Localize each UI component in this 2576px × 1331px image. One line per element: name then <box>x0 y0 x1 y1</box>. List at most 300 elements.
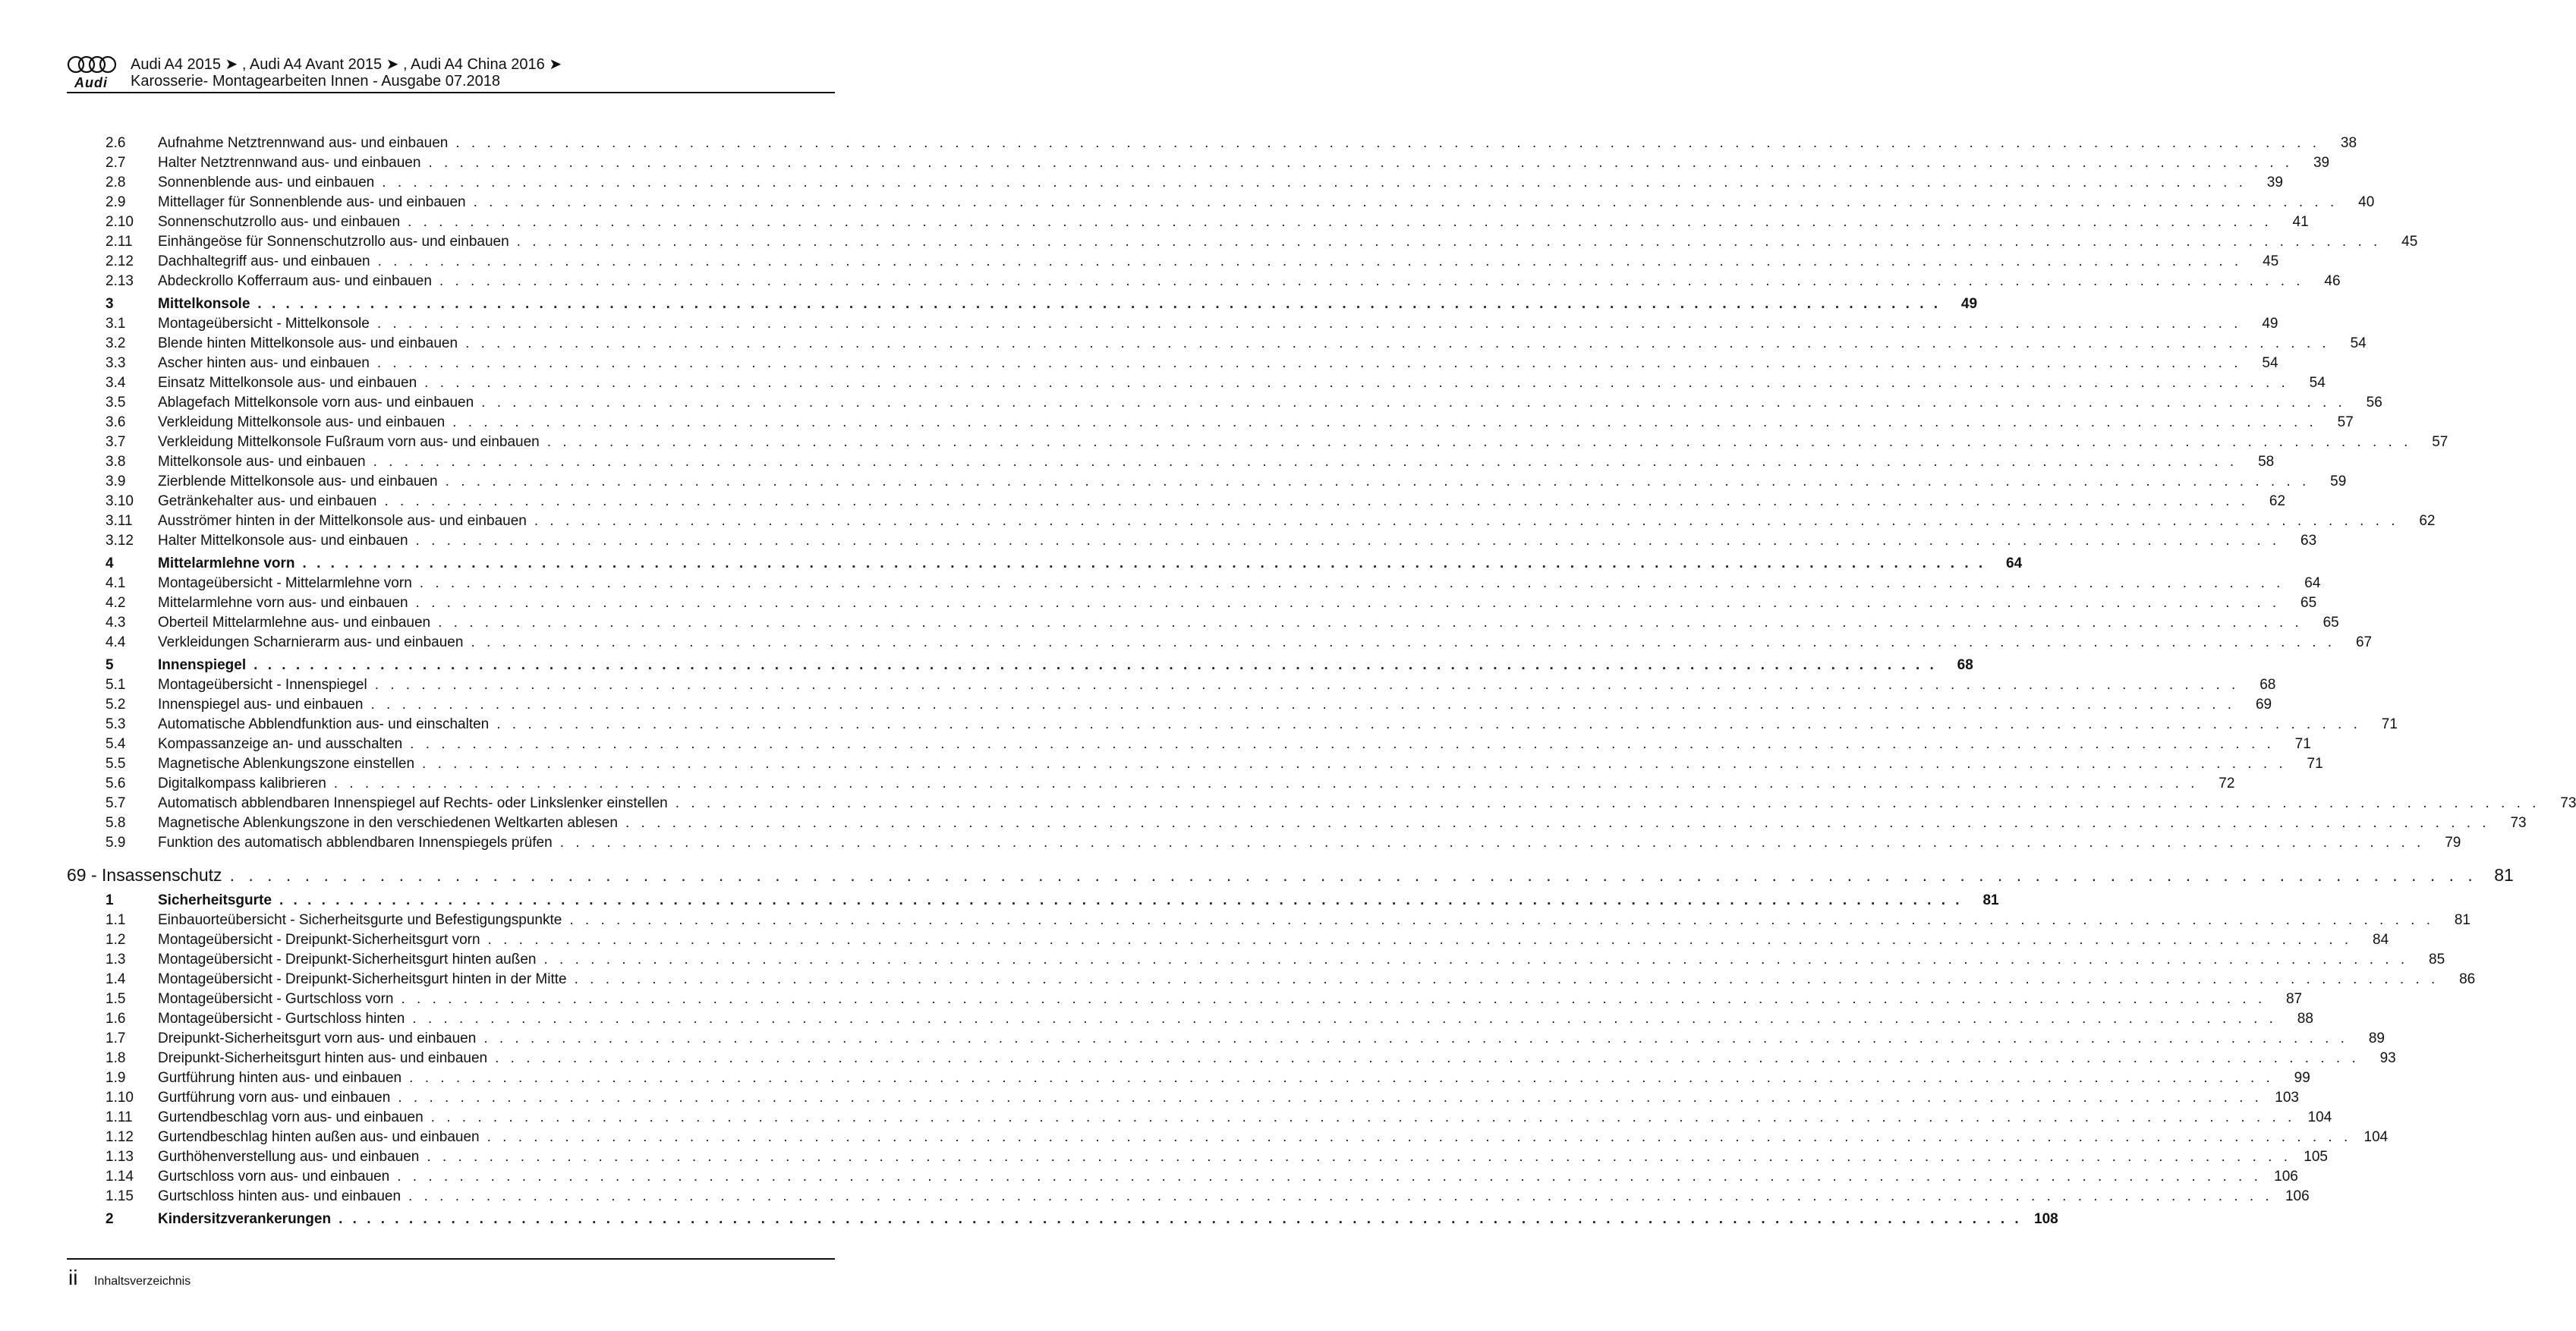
toc-entry-number: 4.2 <box>105 595 126 611</box>
toc-entry-line <box>158 990 2303 1009</box>
toc-entry-title: Montageübersicht - Mittelkonsole <box>158 316 370 332</box>
toc-entry-page: 86 <box>2459 971 2476 987</box>
toc-entry-line <box>158 272 2341 291</box>
toc-entry-number: 3.2 <box>105 335 126 351</box>
audi-wordmark: Audi <box>74 75 108 90</box>
dot-leader: . . . . . . . . . . . . . . . . . . . . . . . . . . . . . . . . . . . . . . . . . . . . . . . . . . . . . . . . . . . . . . . . . . . . . . . . . . . . . . . . . . . . . . . . . . . . . . . . . . . . . . . . . . . . . . . . . . . . . . . . <box>333 776 2199 791</box>
page-header <box>67 53 835 93</box>
toc-chapter[interactable] <box>67 294 1978 314</box>
toc-entry-number: 5.6 <box>105 776 126 791</box>
dot-leader: . . . . . . . . . . . . . . . . . . . . . . . . . . . . . . . . . . . . . . . . . . . . . . . . . . . . . . . . . . . . . . . . . . . . . . . . . . . . . . . . . . . . . . . . . . . . . . . . . . . . . . . . . . . . . . . . . . . . . . . . <box>419 575 2285 591</box>
toc-chapter[interactable] <box>67 554 2023 574</box>
toc-entry-page: 89 <box>2368 1031 2385 1046</box>
dot-leader: . . . . . . . . . . . . . . . . . . . . . . . . . . . . . . . . . . . . . . . . . . . . . . . . . . . . . . . . . . . . . . . . . . . . . . . . . . . . . . . . . . . . . . . . . . . . . . . . . . . . . . . . . . . . . . . . . . . . . . . . <box>495 1050 2360 1066</box>
toc-section[interactable] <box>67 862 2514 888</box>
toc-entry-number: 1.12 <box>105 1129 134 1145</box>
toc-entry[interactable] <box>67 675 2276 695</box>
toc-entry[interactable] <box>67 1167 2298 1187</box>
dot-leader: . . . . . . . . . . . . . . . . . . . . . . . . . . . . . . . . . . . . . . . . . . . . . . . . . . . . . . . . . . . . . . . . . . . . . . . . . . . . . . . . . . . . . . . . . . . . . . . . . . . . . . . . . . . . . . . . . . . . . . . . <box>471 634 2336 650</box>
toc-entry-line <box>158 813 2527 833</box>
toc-entry-page: 73 <box>2560 795 2576 811</box>
toc-entry-number: 3.6 <box>105 414 126 430</box>
toc-entry-line <box>158 212 2309 232</box>
toc-entry-number: 5 <box>105 657 114 673</box>
toc-entry-title: Ausströmer hinten in der Mittelkonsole aus- und einbauen <box>158 513 527 529</box>
toc-entry[interactable] <box>67 930 2389 950</box>
toc-entry-page: 54 <box>2309 375 2326 391</box>
toc-entry-number: 5.2 <box>105 697 126 713</box>
dot-leader: . . . . . . . . . . . . . . . . . . . . . . . . . . . . . . . . . . . . . . . . . . . . . . . . . . . . . . . . . . . . . . . . . . . . . . . . . . . . . . . . . . . . . . . . . . . . . . . . . . . . . . . . . . . . . . . . . . . . . . . . <box>229 865 2477 885</box>
toc-entry-page: 72 <box>2219 776 2235 791</box>
toc-entry-number: 1.14 <box>105 1169 134 1185</box>
toc-entry-title: Blende hinten Mittelkonsole aus- und einbauen <box>158 335 458 351</box>
toc-entry-title: Gurtschloss vorn aus- und einbauen <box>158 1169 390 1185</box>
toc-entry-page: 104 <box>2363 1129 2389 1145</box>
toc-entry-page: 81 <box>1982 892 1999 908</box>
toc-entry-line <box>158 930 2389 950</box>
toc-entry[interactable] <box>67 593 2317 613</box>
toc-entry[interactable] <box>67 613 2339 633</box>
toc-entry-page: 49 <box>1960 296 1978 312</box>
dot-leader: . . . . . . . . . . . . . . . . . . . . . . . . . . . . . . . . . . . . . . . . . . . . . . . . . . . . . . . . . . . . . . . . . . . . . . . . . . . . . . . . . . . . . . . . . . . . . . . . . . . . . . . . . . . . . . . . . . . . . . . . <box>675 795 2540 811</box>
toc-entry-line <box>158 554 2023 574</box>
toc-entry[interactable] <box>67 1009 2313 1029</box>
toc-entry-line <box>158 1108 2332 1128</box>
toc-entry[interactable] <box>67 511 2436 531</box>
dot-leader: . . . . . . . . . . . . . . . . . . . . . . . . . . . . . . . . . . . . . . . . . . . . . . . . . . . . . . . . . . . . . . . . . . . . . . . . . . . . . . . . . . . . . . . . . . . . . . . . . . . . . . . . . . . . . . . . . . . . . . . . <box>374 677 2240 693</box>
toc-entry-line <box>67 862 2514 888</box>
toc-entry-page: 57 <box>2432 434 2448 450</box>
toc-entry-page: 46 <box>2324 273 2341 289</box>
toc-entry-page: 106 <box>2274 1169 2298 1185</box>
toc-entry-line <box>158 1187 2310 1207</box>
toc-entry-number: 1.9 <box>105 1070 126 1086</box>
dot-leader: . . . . . . . . . . . . . . . . . . . . . . . . . . . . . . . . . . . . . . . . . . . . . . . . . . . . . . . . . . . . . . . . . . . . . . . . . . . . . . . . . . . . . . . . . . . . . . . . . . . . . . . . . . . . . . . . . . . . . . . . <box>496 716 2361 732</box>
toc-entry[interactable] <box>67 735 2311 754</box>
toc-entry-line <box>158 715 2398 735</box>
toc-entry[interactable] <box>67 1187 2310 1207</box>
toc-entry-title: Magnetische Ablenkungszone einstellen <box>158 756 415 772</box>
toc-entry-page: 58 <box>2258 454 2275 470</box>
toc-entry[interactable] <box>67 813 2527 833</box>
toc-entry-title: Kompassanzeige an- und ausschalten <box>158 736 403 752</box>
toc-entry-number: 3.10 <box>105 493 134 509</box>
toc-entry[interactable] <box>67 1147 2328 1167</box>
toc-entry-title: Montageübersicht - Dreipunkt-Sicherheitsgurt hinten außen <box>158 952 537 968</box>
header-rule <box>67 92 835 93</box>
toc-entry[interactable] <box>67 754 2323 774</box>
toc-entry-page: 63 <box>2300 533 2317 549</box>
toc-entry-line <box>158 1147 2328 1167</box>
dot-leader: . . . . . . . . . . . . . . . . . . . . . . . . . . . . . . . . . . . . . . . . . . . . . . . . . . . . . . . . . . . . . . . . . . . . . . . . . . . . . . . . . . . . . . . . . . . . . . . . . . . . . . . . . . . . . . . . . . . . . . . . <box>401 991 2266 1007</box>
toc-entry-line <box>158 393 2382 413</box>
toc-entry-title: Zierblende Mittelkonsole aus- und einbauen <box>158 474 438 489</box>
toc-entry-number: 1.8 <box>105 1050 126 1066</box>
toc-entry-number: 5.1 <box>105 677 126 693</box>
toc-entry[interactable] <box>67 1088 2299 1108</box>
toc-entry-title: Gurtführung hinten aus- und einbauen <box>158 1070 402 1086</box>
toc-entry-title: Sonnenblende aus- und einbauen <box>158 175 375 190</box>
toc-entry-line <box>158 794 2576 813</box>
toc-entry[interactable] <box>67 492 2286 511</box>
toc-entry-title: Gurthöhenverstellung aus- und einbauen <box>158 1149 420 1165</box>
toc-entry-number: 5.4 <box>105 736 126 752</box>
toc-entry-title: Mittellager für Sonnenblende aus- und einbauen <box>158 194 466 210</box>
toc-entry[interactable] <box>67 695 2272 715</box>
dot-leader: . . . . . . . . . . . . . . . . . . . . . . . . . . . . . . . . . . . . . . . . . . . . . . . . . . . . . . . . . . . . . . . . . . . . . . . . . . . . . . . . . . . . . . . . . . . . . . . . . . . . . . . . . . . . . . . . . . . . . . . . <box>455 135 2321 151</box>
toc-entry-line <box>158 695 2272 715</box>
toc-entry-number: 3.4 <box>105 375 126 391</box>
toc-entry[interactable] <box>67 950 2445 970</box>
toc-entry-title: Automatisch abblendbaren Innenspiegel auf Rechts- oder Linkslenker einstellen <box>158 795 668 811</box>
toc-entry-page: 49 <box>2262 316 2278 332</box>
dot-leader: . . . . . . . . . . . . . . . . . . . . . . . . . . . . . . . . . . . . . . . . . . . . . . . . . . . . . . . . . . . . . . . . . . . . . . . . . . . . . . . . . . . . . . . . . . . . . . . . . . . . . . . . . . . . . . . . . . . . . . . . <box>382 175 2247 190</box>
toc-entry-title: Abdeckrollo Kofferraum aus- und einbauen <box>158 273 432 289</box>
dot-leader: . . . . . . . . . . . . . . . . . . . . . . . . . . . . . . . . . . . . . . . . . . . . . . . . . . . . . . . . . . . . . . . . . . . . . . . . . . . . . . . . . . . . . . . . . . . . . . . . . . . . . . . . . . . . . . . . . . . . . . . . <box>445 474 2310 489</box>
toc-entry-number: 1.13 <box>105 1149 134 1165</box>
toc-entry[interactable] <box>67 1049 2396 1068</box>
toc-entry-page: 108 <box>2034 1211 2058 1227</box>
toc-entry[interactable] <box>67 970 2476 990</box>
toc-entry-page: 81 <box>2494 865 2514 885</box>
toc-entry-page: 54 <box>2262 355 2278 371</box>
toc-entry-page: 73 <box>2510 815 2527 831</box>
toc-entry[interactable] <box>67 1029 2385 1049</box>
toc-entry-number: 3.7 <box>105 434 126 450</box>
toc-entry[interactable] <box>67 574 2321 593</box>
toc-entry-page: 71 <box>2294 736 2311 752</box>
toc-entry-number: 2.7 <box>105 155 126 171</box>
toc-entry[interactable] <box>67 153 2330 173</box>
toc-entry[interactable] <box>67 794 2576 813</box>
toc-entry[interactable] <box>67 1108 2332 1128</box>
toc-entry-number: 3.9 <box>105 474 126 489</box>
toc-entry-title: Dreipunkt-Sicherheitsgurt vorn aus- und einbauen <box>158 1031 477 1046</box>
toc-entry-title: Halter Netztrennwand aus- und einbauen <box>158 155 421 171</box>
toc-entry-title: Funktion des automatisch abblendbaren Innenspiegels prüfen <box>158 835 553 851</box>
toc-entry-title: Verkleidungen Scharnierarm aus- und einbauen <box>158 634 464 650</box>
dot-leader: . . . . . . . . . . . . . . . . . . . . . . . . . . . . . . . . . . . . . . . . . . . . . . . . . . . . . . . . . . . . . . . . . . . . . . . . . . . . . . . . . . . . . . . . . . . . . . . . . . . . . . . . . . . . . . . . . . . . . . . . <box>428 155 2294 171</box>
dot-leader: . . . . . . . . . . . . . . . . . . . . . . . . . . . . . . . . . . . . . . . . . . . . . . . . . . . . . . . . . . . . . . . . . . . . . . . . . . . . . . . . . . . . . . . . . . . . . . . . . . . . . . . . . . . . . . . . . . . . . . . . <box>516 234 2382 250</box>
toc-entry-line <box>158 193 2375 212</box>
toc-entry-page: 39 <box>2313 155 2330 171</box>
dot-leader: . . . . . . . . . . . . . . . . . . . . . . . . . . . . . . . . . . . . . . . . . . . . . . . . . . . . . . . . . . . . . . . . . . . . . . . . . . . . . . . . . . . . . . . . . . . . . . . . . . . . . . . . . . . . . . . . . . . . . . . . <box>559 835 2425 851</box>
toc-entry-page: 69 <box>2255 697 2272 713</box>
toc-entry-number: 2.10 <box>105 214 134 230</box>
toc-entry-title: Montageübersicht - Gurtschloss hinten <box>158 1011 405 1027</box>
toc-entry[interactable] <box>67 633 2373 653</box>
dot-leader: . . . . . . . . . . . . . . . . . . . . . . . . . . . . . . . . . . . . . . . . . . . . . . . . . . . . . . . . . . . . . . . . . . . . . . . . . . . . . . . . . . . . . . . . . . . . . . . . . . . . . . . . . . . . . . . . . . . . . . . . <box>473 194 2338 210</box>
toc-entry-number: 2 <box>105 1211 114 1227</box>
toc-entry-number: 2.13 <box>105 273 134 289</box>
toc-entry[interactable] <box>67 833 2461 853</box>
dot-leader: . . . . . . . . . . . . . . . . . . . . . . . . . . . . . . . . . . . . . . . . . . . . . . . . . . . . . . . . . . . . . . . . . . . . . . . . . . . . . . . . . . . . . . . . . . . . . . . . . . . . . . . . . . . . . . . . . . . . . . . . <box>412 1011 2277 1027</box>
toc-entry-line <box>158 833 2461 853</box>
toc-entry-line <box>158 153 2330 173</box>
toc-entry-page: 65 <box>2300 595 2317 611</box>
toc-entry-page: 56 <box>2366 395 2382 411</box>
toc-entry-page: 40 <box>2358 194 2375 210</box>
toc-entry-line <box>158 1128 2389 1147</box>
toc-entry-line <box>158 134 2357 153</box>
toc-entry-line <box>158 911 2471 930</box>
dot-leader: . . . . . . . . . . . . . . . . . . . . . . . . . . . . . . . . . . . . . . . . . . . . . . . . . . . . . . . . . . . . . . . . . . . . . . . . . . . . . . . . . . . . . . . . . . . . . . . . . . . . . . . . . . . . . . . . . . . . . . . . <box>546 434 2412 450</box>
dot-leader: . . . . . . . . . . . . . . . . . . . . . . . . . . . . . . . . . . . . . . . . . . . . . . . . . . . . . . . . . . . . . . . . . . . . . . . . . . . . . . . . . . . . . . . . . . . . . . . . . . . . . . . . . . . . . . . . . . . . . . . . <box>302 555 1986 571</box>
toc-entry-line <box>158 314 2278 334</box>
toc-entry-line <box>158 950 2445 970</box>
dot-leader: . . . . . . . . . . . . . . . . . . . . . . . . . . . . . . . . . . . . . . . . . . . . . . . . . . . . . . . . . . . . . . . . . . . . . . . . . . . . . . . . . . . . . . . . . . . . . . . . . . . . . . . . . . . . . . . . . . . . . . . . <box>543 952 2409 968</box>
footer-rule <box>67 1258 835 1260</box>
toc-entry-number: 1.7 <box>105 1031 126 1046</box>
toc-entry-number: 5.5 <box>105 756 126 772</box>
toc-entry-line <box>158 754 2323 774</box>
toc-entry-number: 1.3 <box>105 952 126 968</box>
toc-entry-title: Aufnahme Netztrennwand aus- und einbauen <box>158 135 449 151</box>
toc-entry-page: 106 <box>2285 1188 2310 1204</box>
toc-entry-line <box>158 1088 2299 1108</box>
toc-entry-line <box>158 232 2418 252</box>
dot-leader: . . . . . . . . . . . . . . . . . . . . . . . . . . . . . . . . . . . . . . . . . . . . . . . . . . . . . . . . . . . . . . . . . . . . . . . . . . . . . . . . . . . . . . . . . . . . . . . . . . . . . . . . . . . . . . . . . . . . . . . . <box>625 815 2490 831</box>
toc-entry-title: Mittelarmlehne vorn aus- und einbauen <box>158 595 408 611</box>
dot-leader: . . . . . . . . . . . . . . . . . . . . . . . . . . . . . . . . . . . . . . . . . . . . . . . . . . . . . . . . . . . . . . . . . . . . . . . . . . . . . . . . . . . . . . . . . . . . . . . . . . . . . . . . . . . . . . . . . . . . . . . . <box>257 296 1941 312</box>
toc-entry-title: Ascher hinten aus- und einbauen <box>158 355 370 371</box>
dot-leader: . . . . . . . . . . . . . . . . . . . . . . . . . . . . . . . . . . . . . . . . . . . . . . . . . . . . . . . . . . . . . . . . . . . . . . . . . . . . . . . . . . . . . . . . . . . . . . . . . . . . . . . . . . . . . . . . . . . . . . . . <box>481 395 2346 411</box>
toc-entry[interactable] <box>67 1128 2389 1147</box>
toc-entry-number: 1.5 <box>105 991 126 1007</box>
dot-leader: . . . . . . . . . . . . . . . . . . . . . . . . . . . . . . . . . . . . . . . . . . . . . . . . . . . . . . . . . . . . . . . . . . . . . . . . . . . . . . . . . . . . . . . . . . . . . . . . . . . . . . . . . . . . . . . . . . . . . . . . <box>415 533 2281 549</box>
dot-leader: . . . . . . . . . . . . . . . . . . . . . . . . . . . . . . . . . . . . . . . . . . . . . . . . . . . . . . . . . . . . . . . . . . . . . . . . . . . . . . . . . . . . . . . . . . . . . . . . . . . . . . . . . . . . . . . . . . . . . . . . <box>408 214 2272 230</box>
toc-entry-title: Verkleidung Mittelkonsole aus- und einbauen <box>158 414 446 430</box>
dot-leader: . . . . . . . . . . . . . . . . . . . . . . . . . . . . . . . . . . . . . . . . . . . . . . . . . . . . . . . . . . . . . . . . . . . . . . . . . . . . . . . . . . . . . . . . . . . . . . . . . . . . . . . . . . . . . . . . . . . . . . . . <box>483 1031 2348 1046</box>
audi-logo <box>67 53 121 91</box>
dot-leader: . . . . . . . . . . . . . . . . . . . . . . . . . . . . . . . . . . . . . . . . . . . . . . . . . . . . . . . . . . . . . . . . . . . . . . . . . . . . . . . . . . . . . . . . . . . . . . . . . . . . . . . . . . . . . . . . . . . . . . . . <box>465 335 2330 351</box>
toc-entry-number: 1.2 <box>105 932 126 948</box>
toc-entry-line <box>158 173 2283 193</box>
toc-entry-title: Einsatz Mittelkonsole aus- und einbauen <box>158 375 417 391</box>
toc-entry[interactable] <box>67 452 2275 472</box>
toc-entry-title: Automatische Abblendfunktion aus- und einschalten <box>158 716 490 732</box>
dot-leader: . . . . . . . . . . . . . . . . . . . . . . . . . . . . . . . . . . . . . . . . . . . . . . . . . . . . . . . . . . . . . . . . . . . . . . . . . . . . . . . . . . . . . . . . . . . . . . . . . . . . . . . . . . . . . . . . . . . . . . . . <box>427 1149 2291 1165</box>
toc-entry-page: 84 <box>2373 932 2389 948</box>
toc-entry-title: Innenspiegel aus- und einbauen <box>158 697 364 713</box>
toc-entry[interactable] <box>67 173 2283 193</box>
toc-entry-title: Gurtendbeschlag vorn aus- und einbauen <box>158 1109 424 1125</box>
toc-entry-title: Montageübersicht - Dreipunkt-Sicherheitsgurt hinten in der Mitte <box>158 971 567 987</box>
toc-entry-line <box>158 633 2373 653</box>
toc-entry-page: 57 <box>2337 414 2354 430</box>
toc-entry-title: Gurtführung vorn aus- und einbauen <box>158 1090 391 1106</box>
toc-entry[interactable] <box>67 433 2448 452</box>
toc-entry-title: Magnetische Ablenkungszone in den verschiedenen Weltkarten ablesen <box>158 815 618 831</box>
toc-entry-number: 1.4 <box>105 971 126 987</box>
toc-chapter[interactable] <box>67 1210 2058 1229</box>
toc-entry[interactable] <box>67 334 2367 354</box>
dot-leader: . . . . . . . . . . . . . . . . . . . . . . . . . . . . . . . . . . . . . . . . . . . . . . . . . . . . . . . . . . . . . . . . . . . . . . . . . . . . . . . . . . . . . . . . . . . . . . . . . . . . . . . . . . . . . . . . . . . . . . . . <box>373 454 2238 470</box>
toc-entry-line <box>158 774 2235 794</box>
toc-entry-line <box>158 593 2317 613</box>
toc-entry-line <box>158 1167 2298 1187</box>
dot-leader: . . . . . . . . . . . . . . . . . . . . . . . . . . . . . . . . . . . . . . . . . . . . . . . . . . . . . . . . . . . . . . . . . . . . . . . . . . . . . . . . . . . . . . . . . . . . . . . . . . . . . . . . . . . . . . . . . . . . . . . . <box>415 595 2281 611</box>
dot-leader: . . . . . . . . . . . . . . . . . . . . . . . . . . . . . . . . . . . . . . . . . . . . . . . . . . . . . . . . . . . . . . . . . . . . . . . . . . . . . . . . . . . . . . . . . . . . . . . . . . . . . . . . . . . . . . . . . . . . . . . . <box>487 1129 2352 1145</box>
toc-entry-page: 105 <box>2304 1149 2328 1165</box>
toc-entry-line <box>158 492 2286 511</box>
toc-entry-page: 71 <box>2381 716 2398 732</box>
toc-entry-title: Dreipunkt-Sicherheitsgurt hinten aus- und einbauen <box>158 1050 488 1066</box>
toc-entry[interactable] <box>67 232 2418 252</box>
toc-entry-page: 45 <box>2401 234 2418 250</box>
toc-entry-page: 99 <box>2294 1070 2310 1086</box>
toc-entry-page: 79 <box>2445 835 2461 851</box>
toc-entry-number: 5.7 <box>105 795 126 811</box>
dot-leader: . . . . . . . . . . . . . . . . . . . . . . . . . . . . . . . . . . . . . . . . . . . . . . . . . . . . . . . . . . . . . . . . . . . . . . . . . . . . . . . . . . . . . . . . . . . . . . . . . . . . . . . . . . . . . . . . . . . . . . . . <box>377 253 2243 269</box>
header-models: Audi A4 2015 ➤ , Audi A4 Avant 2015 ➤ , Audi A4 China 2016 ➤ <box>131 56 562 73</box>
dot-leader: . . . . . . . . . . . . . . . . . . . . . . . . . . . . . . . . . . . . . . . . . . . . . . . . . . . . . . . . . . . . . . . . . . . . . . . . . . . . . . . . . . . . . . . . . . . . . . . . . . . . . . . . . . . . . . . . . . . . . . . . <box>408 1188 2273 1204</box>
toc-entry-number: 4.4 <box>105 634 126 650</box>
toc-entry-number: 2.6 <box>105 135 126 151</box>
toc-entry[interactable] <box>67 990 2303 1009</box>
table-of-contents <box>67 134 2576 1229</box>
toc-entry-number: 1.11 <box>105 1109 133 1125</box>
toc-entry-line <box>158 373 2326 393</box>
toc-entry-page: 54 <box>2350 335 2367 351</box>
toc-entry-title: Innenspiegel <box>158 657 247 673</box>
toc-entry-line <box>158 294 1978 314</box>
toc-chapter[interactable] <box>67 891 1999 911</box>
toc-entry-title: Gurtendbeschlag hinten außen aus- und einbauen <box>158 1129 480 1145</box>
toc-entry-page: 81 <box>2454 912 2471 928</box>
toc-entry-title: Montageübersicht - Innenspiegel <box>158 677 367 693</box>
toc-entry-number: 1.15 <box>105 1188 134 1204</box>
toc-entry-title: Sonnenschutzrollo aus- und einbauen <box>158 214 401 230</box>
toc-entry-line <box>158 675 2276 695</box>
toc-entry[interactable] <box>67 413 2354 433</box>
toc-chapter[interactable] <box>67 656 1973 675</box>
toc-entry-number: 4.3 <box>105 615 126 631</box>
toc-entry-title: Mittelkonsole <box>158 296 250 312</box>
toc-entry[interactable] <box>67 531 2317 551</box>
toc-entry-line <box>158 433 2448 452</box>
toc-entry-number: 3.11 <box>105 513 133 529</box>
toc-entry-page: 88 <box>2297 1011 2313 1027</box>
toc-entry-page: 85 <box>2429 952 2445 968</box>
header-subtitle: Karosserie- Montagearbeiten Innen - Ausgabe 07.2018 <box>131 73 501 90</box>
toc-entry-title: Einhängeöse für Sonnenschutzrollo aus- und einbauen <box>158 234 509 250</box>
toc-entry[interactable] <box>67 134 2357 153</box>
toc-entry[interactable] <box>67 393 2382 413</box>
toc-entry-page: 62 <box>2269 493 2286 509</box>
dot-leader: . . . . . . . . . . . . . . . . . . . . . . . . . . . . . . . . . . . . . . . . . . . . . . . . . . . . . . . . . . . . . . . . . . . . . . . . . . . . . . . . . . . . . . . . . . . . . . . . . . . . . . . . . . . . . . . . . . . . . . . . <box>422 756 2287 772</box>
toc-entry-number: 4.1 <box>105 575 126 591</box>
toc-entry-page: 59 <box>2330 474 2347 489</box>
toc-entry[interactable] <box>67 252 2279 272</box>
toc-entry-number: 1.6 <box>105 1011 126 1027</box>
toc-entry[interactable] <box>67 911 2471 930</box>
toc-entry-number: 2.9 <box>105 194 126 210</box>
dot-leader: . . . . . . . . . . . . . . . . . . . . . . . . . . . . . . . . . . . . . . . . . . . . . . . . . . . . . . . . . . . . . . . . . . . . . . . . . . . . . . . . . . . . . . . . . . . . . . . . . . . . . . . . . . . . . . . . . . . . . . . . <box>574 971 2439 987</box>
toc-entry-title: Montageübersicht - Gurtschloss vorn <box>158 991 394 1007</box>
toc-entry-number: 5.3 <box>105 716 126 732</box>
toc-entry-page: 71 <box>2307 756 2323 772</box>
toc-entry[interactable] <box>67 193 2375 212</box>
toc-entry-title: Oberteil Mittelarmlehne aus- und einbauen <box>158 615 431 631</box>
dot-leader: . . . . . . . . . . . . . . . . . . . . . . . . . . . . . . . . . . . . . . . . . . . . . . . . . . . . . . . . . . . . . . . . . . . . . . . . . . . . . . . . . . . . . . . . . . . . . . . . . . . . . . . . . . . . . . . . . . . . . . . . <box>534 513 2399 529</box>
toc-entry-line <box>158 531 2317 551</box>
dot-leader: . . . . . . . . . . . . . . . . . . . . . . . . . . . . . . . . . . . . . . . . . . . . . . . . . . . . . . . . . . . . . . . . . . . . . . . . . . . . . . . . . . . . . . . . . . . . . . . . . . . . . . . . . . . . . . . . . . . . . . . . <box>452 414 2317 430</box>
toc-entry-page: 65 <box>2322 615 2339 631</box>
toc-entry-page: 103 <box>2275 1090 2299 1106</box>
toc-entry-line <box>158 252 2279 272</box>
toc-entry[interactable] <box>67 774 2235 794</box>
toc-entry[interactable] <box>67 373 2326 393</box>
toc-entry-page: 64 <box>2304 575 2321 591</box>
toc-entry-line <box>158 1049 2396 1068</box>
dot-leader: . . . . . . . . . . . . . . . . . . . . . . . . . . . . . . . . . . . . . . . . . . . . . . . . . . . . . . . . . . . . . . . . . . . . . . . . . . . . . . . . . . . . . . . . . . . . . . . . . . . . . . . . . . . . . . . . . . . . . . . . <box>438 615 2303 631</box>
toc-entry-title: Verkleidung Mittelkonsole Fußraum vorn aus- und einbauen <box>158 434 540 450</box>
toc-entry-line <box>158 1009 2313 1029</box>
toc-entry-line <box>158 472 2347 492</box>
toc-entry-line <box>158 334 2367 354</box>
toc-entry[interactable] <box>67 715 2398 735</box>
dot-leader: . . . . . . . . . . . . . . . . . . . . . . . . . . . . . . . . . . . . . . . . . . . . . . . . . . . . . . . . . . . . . . . . . . . . . . . . . . . . . . . . . . . . . . . . . . . . . . . . . . . . . . . . . . . . . . . . . . . . . . . . <box>410 736 2275 752</box>
toc-entry-line <box>158 574 2321 593</box>
dot-leader: . . . . . . . . . . . . . . . . . . . . . . . . . . . . . . . . . . . . . . . . . . . . . . . . . . . . . . . . . . . . . . . . . . . . . . . . . . . . . . . . . . . . . . . . . . . . . . . . . . . . . . . . . . . . . . . . . . . . . . . . <box>430 1109 2296 1125</box>
audi-rings-icon <box>67 55 117 74</box>
toc-entry[interactable] <box>67 272 2341 291</box>
dot-leader: . . . . . . . . . . . . . . . . . . . . . . . . . . . . . . . . . . . . . . . . . . . . . . . . . . . . . . . . . . . . . . . . . . . . . . . . . . . . . . . . . . . . . . . . . . . . . . . . . . . . . . . . . . . . . . . . . . . . . . . . <box>370 697 2236 713</box>
toc-entry[interactable] <box>67 1068 2310 1088</box>
toc-entry-page: 67 <box>2355 634 2373 650</box>
dot-leader: . . . . . . . . . . . . . . . . . . . . . . . . . . . . . . . . . . . . . . . . . . . . . . . . . . . . . . . . . . . . . . . . . . . . . . . . . . . . . . . . . . . . . . . . . . . . . . . . . . . . . . . . . . . . . . . . . . . . . . . . <box>439 273 2304 289</box>
toc-entry-number: 3 <box>105 296 114 312</box>
toc-entry[interactable] <box>67 314 2278 334</box>
dot-leader: . . . . . . . . . . . . . . . . . . . . . . . . . . . . . . . . . . . . . . . . . . . . . . . . . . . . . . . . . . . . . . . . . . . . . . . . . . . . . . . . . . . . . . . . . . . . . . . . . . . . . . . . . . . . . . . . . . . . . . . . <box>487 932 2353 948</box>
toc-entry-title: Mittelkonsole aus- und einbauen <box>158 454 366 470</box>
toc-entry-title: Mittelarmlehne vorn <box>158 555 295 571</box>
toc-entry-line <box>158 452 2275 472</box>
toc-entry-page: 93 <box>2379 1050 2396 1066</box>
dot-leader: . . . . . . . . . . . . . . . . . . . . . . . . . . . . . . . . . . . . . . . . . . . . . . . . . . . . . . . . . . . . . . . . . . . . . . . . . . . . . . . . . . . . . . . . . . . . . . . . . . . . . . . . . . . . . . . . . . . . . . . . <box>279 892 1963 908</box>
dot-leader: . . . . . . . . . . . . . . . . . . . . . . . . . . . . . . . . . . . . . . . . . . . . . . . . . . . . . . . . . . . . . . . . . . . . . . . . . . . . . . . . . . . . . . . . . . . . . . . . . . . . . . . . . . . . . . . . . . . . . . . . <box>254 657 1937 673</box>
toc-entry-line <box>158 1029 2385 1049</box>
toc-entry[interactable] <box>67 212 2309 232</box>
toc-entry-number: 1.1 <box>105 912 126 928</box>
toc-entry-line <box>158 511 2436 531</box>
toc-entry-title: Sicherheitsgurte <box>158 892 272 908</box>
toc-entry-title: Kindersitzverankerungen <box>158 1211 332 1227</box>
toc-entry-page: 38 <box>2340 135 2357 151</box>
toc-entry-title: 69 - Insassenschutz <box>67 865 222 885</box>
dot-leader: . . . . . . . . . . . . . . . . . . . . . . . . . . . . . . . . . . . . . . . . . . . . . . . . . . . . . . . . . . . . . . . . . . . . . . . . . . . . . . . . . . . . . . . . . . . . . . . . . . . . . . . . . . . . . . . . . . . . . . . . <box>424 375 2289 391</box>
toc-entry-title: Montageübersicht - Mittelarmlehne vorn <box>158 575 412 591</box>
toc-entry-line <box>158 354 2278 373</box>
toc-entry-line <box>158 1210 2058 1229</box>
toc-entry-line <box>158 891 1999 911</box>
toc-entry-title: Gurtschloss hinten aus- und einbauen <box>158 1188 402 1204</box>
toc-entry-page: 68 <box>2260 677 2276 693</box>
toc-entry-line <box>158 656 1973 675</box>
toc-entry-number: 3.8 <box>105 454 126 470</box>
toc-entry[interactable] <box>67 472 2347 492</box>
toc-entry-title: Digitalkompass kalibrieren <box>158 776 326 791</box>
toc-entry-line <box>158 1068 2310 1088</box>
toc-entry[interactable] <box>67 354 2278 373</box>
dot-leader: . . . . . . . . . . . . . . . . . . . . . . . . . . . . . . . . . . . . . . . . . . . . . . . . . . . . . . . . . . . . . . . . . . . . . . . . . . . . . . . . . . . . . . . . . . . . . . . . . . . . . . . . . . . . . . . . . . . . . . . . <box>384 493 2250 509</box>
toc-entry-page: 39 <box>2266 175 2283 190</box>
dot-leader: . . . . . . . . . . . . . . . . . . . . . . . . . . . . . . . . . . . . . . . . . . . . . . . . . . . . . . . . . . . . . . . . . . . . . . . . . . . . . . . . . . . . . . . . . . . . . . . . . . . . . . . . . . . . . . . . . . . . . . . . <box>569 912 2434 928</box>
toc-entry-page: 64 <box>2006 555 2023 571</box>
toc-entry-line <box>158 970 2476 990</box>
toc-entry-page: 68 <box>1957 657 1973 673</box>
